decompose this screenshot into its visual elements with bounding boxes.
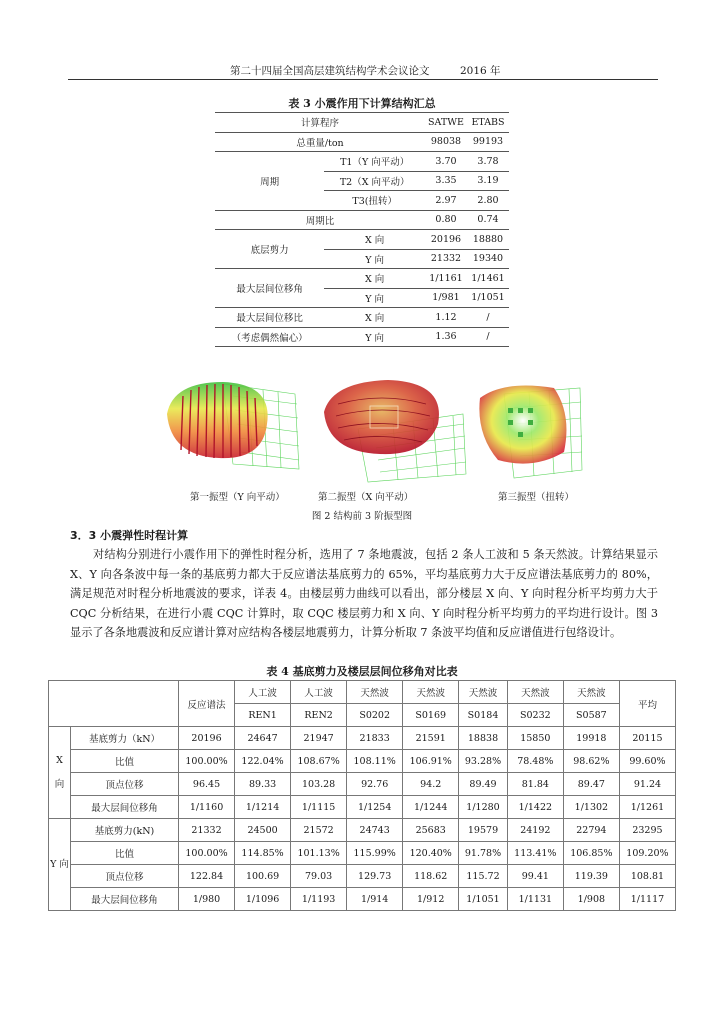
table-cell: 92.76	[347, 773, 403, 796]
table-cell: 20115	[619, 727, 675, 750]
table-cell: 22794	[563, 819, 619, 842]
table-cell: 96.45	[179, 773, 235, 796]
table-cell: 114.85%	[235, 842, 291, 865]
table3	[215, 112, 509, 347]
table-cell: 21591	[403, 727, 459, 750]
table-cell: 19579	[459, 819, 508, 842]
figure-caption-mode1: 第一振型（Y 向平动）	[190, 492, 285, 503]
table-cell: 98.62%	[563, 750, 619, 773]
table-cell: 106.91%	[403, 750, 459, 773]
table-cell: 24647	[235, 727, 291, 750]
table-cell: 122.04%	[235, 750, 291, 773]
table-cell: 25683	[403, 819, 459, 842]
table-cell: 1/1244	[403, 796, 459, 819]
table-row: 总重量/ton 98038 99193	[215, 132, 509, 152]
table-row	[49, 796, 676, 819]
table-cell: 100.69	[235, 865, 291, 888]
table-cell: 81.84	[507, 773, 563, 796]
axis-label: Y 向	[49, 819, 71, 911]
table4-y-section	[49, 819, 676, 911]
table-cell: 79.03	[291, 865, 347, 888]
table-row: 底层剪力 X 向 20196 18880	[215, 230, 509, 250]
table-cell: 1/980	[179, 888, 235, 911]
table-cell: 89.47	[563, 773, 619, 796]
table-header-row: 反应谱法 人工波 人工波 天然波 天然波 天然波 天然波 天然波 平均	[49, 681, 676, 704]
table-cell: 1/1280	[459, 796, 508, 819]
table-cell: 100.00%	[179, 750, 235, 773]
table-row	[49, 865, 676, 888]
table-cell: 18838	[459, 727, 508, 750]
table-row	[215, 113, 509, 133]
table-cell: 99.60%	[619, 750, 675, 773]
header-average: 平均	[619, 681, 675, 727]
table-row: 最大层间位移比 X 向 1.12 /	[215, 308, 509, 328]
table-cell: 1/914	[347, 888, 403, 911]
section-heading: 3．3 小震弹性时程计算	[70, 529, 189, 542]
table-cell: 1/1051	[459, 888, 508, 911]
table4-title: 表 4 基底剪力及楼层层间位移角对比表	[266, 665, 458, 678]
row-label: 顶点位移	[71, 773, 179, 796]
table-cell: 1/908	[563, 888, 619, 911]
page-header	[68, 62, 658, 80]
table-cell: 24743	[347, 819, 403, 842]
table-row	[49, 842, 676, 865]
table-cell: 1/1214	[235, 796, 291, 819]
table-row	[49, 773, 676, 796]
mode-shape-2-image	[318, 374, 468, 484]
table-row: T3(扭转） 2.97 2.80	[215, 191, 509, 211]
table-cell: 19918	[563, 727, 619, 750]
table-cell: 91.24	[619, 773, 675, 796]
table-cell: 91.78%	[459, 842, 508, 865]
table-cell: 120.40%	[403, 842, 459, 865]
table-row: 周期比 0.80 0.74	[215, 210, 509, 230]
table-cell: 103.28	[291, 773, 347, 796]
table-cell: 106.85%	[563, 842, 619, 865]
table-cell: 89.33	[235, 773, 291, 796]
table-row: （考虑偶然偏心） Y 向 1.36 /	[215, 327, 509, 347]
table-cell: 89.49	[459, 773, 508, 796]
table-cell: 23295	[619, 819, 675, 842]
row-label: 基底剪力（kN）	[71, 727, 179, 750]
table-cell: 24192	[507, 819, 563, 842]
table-row	[49, 750, 676, 773]
table-row: T2（X 向平动） 3.35 3.19	[215, 171, 509, 191]
table-cell: 1/1422	[507, 796, 563, 819]
table-header-row: REN1 REN2 S0202 S0169 S0184 S0232 S0587	[49, 704, 676, 727]
col-etabs: ETABS	[467, 113, 509, 133]
table-cell: 115.72	[459, 865, 508, 888]
table-cell: 108.81	[619, 865, 675, 888]
figure-caption-mode3: 第三振型（扭转）	[498, 492, 575, 503]
table-row	[49, 727, 676, 750]
mode-shape-1-image	[163, 374, 303, 484]
table-cell: 78.48%	[507, 750, 563, 773]
conference-name: 第二十四届全国高层建筑结构学术会议论文	[230, 65, 430, 77]
table-row: Y 向 21332 19340	[215, 249, 509, 269]
section-paragraph: 对结构分别进行小震作用下的弹性时程分析，选用了 7 条地震波，包括 2 条人工波和 5 条天然波。计算结果显示 X、Y 向各条波中每一条的基底剪力都大于反应谱法基底剪力的 65%，平均基底剪力大于反应谱法基底剪力的 80%，满足规范对时程分析地震波的要求，详表 4。由楼层剪力曲线可以看出，部分楼层 X 向、Y 向时程分析平均剪力大于 CQC 分析结果，在进行小震 CQC 计算时，取 CQC 楼层剪力和 X 向、Y 向时程分析平均剪力的平均进行设计。图 3 显示了各条地震波和反应谱计算对应结构各楼层地震剪力，计算分析取 7 条波平均值和反应谱值进行包络设计。	[70, 548, 658, 639]
table-cell: 15850	[507, 727, 563, 750]
row-label: 比值	[71, 842, 179, 865]
row-label: 最大层间位移角	[71, 888, 179, 911]
table-cell: 21572	[291, 819, 347, 842]
row-label: 顶点位移	[71, 865, 179, 888]
table-cell: 1/1117	[619, 888, 675, 911]
table-cell: 20196	[179, 727, 235, 750]
table-cell: 21947	[291, 727, 347, 750]
col-program: 计算程序	[215, 113, 425, 133]
row-label: 最大层间位移角	[71, 796, 179, 819]
header-response-spectrum: 反应谱法	[179, 681, 235, 727]
table-cell: 108.11%	[347, 750, 403, 773]
table-cell: 94.2	[403, 773, 459, 796]
table-cell: 108.67%	[291, 750, 347, 773]
table4-corner	[49, 681, 179, 727]
table-cell: 1/1302	[563, 796, 619, 819]
table-cell: 1/1131	[507, 888, 563, 911]
table-cell: 109.20%	[619, 842, 675, 865]
figure-caption-mode2: 第二振型（X 向平动）	[318, 492, 414, 503]
table-row: 周期 T1（Y 向平动） 3.70 3.78	[215, 152, 509, 172]
table-cell: 1/1096	[235, 888, 291, 911]
table-row	[49, 819, 676, 842]
table-row: 最大层间位移角 X 向 1/1161 1/1461	[215, 269, 509, 289]
table-cell: 129.73	[347, 865, 403, 888]
table4	[48, 680, 676, 911]
table-cell: 100.00%	[179, 842, 235, 865]
table-cell: 21332	[179, 819, 235, 842]
table-cell: 1/1254	[347, 796, 403, 819]
table4-x-section	[49, 727, 676, 819]
col-satwe: SATWE	[425, 113, 467, 133]
table-cell: 115.99%	[347, 842, 403, 865]
table-cell: 118.62	[403, 865, 459, 888]
table-cell: 122.84	[179, 865, 235, 888]
table-cell: 24500	[235, 819, 291, 842]
row-label: 比值	[71, 750, 179, 773]
mode-shape-3-image	[474, 374, 584, 484]
table-cell: 113.41%	[507, 842, 563, 865]
axis-label: X 向	[49, 727, 71, 819]
table-cell: 21833	[347, 727, 403, 750]
table-cell: 93.28%	[459, 750, 508, 773]
table-row	[49, 888, 676, 911]
table-cell: 119.39	[563, 865, 619, 888]
row-label: 基底剪力(kN)	[71, 819, 179, 842]
figure2-title: 图 2 结构前 3 阶振型图	[311, 511, 413, 522]
conference-year: 2016 年	[460, 65, 501, 77]
table-cell: 1/1115	[291, 796, 347, 819]
table-cell: 99.41	[507, 865, 563, 888]
table-cell: 1/1261	[619, 796, 675, 819]
table-row: Y 向 1/981 1/1051	[215, 288, 509, 308]
table-cell: 1/1160	[179, 796, 235, 819]
table3-title: 表 3 小震作用下计算结构汇总	[288, 97, 436, 110]
table-cell: 101.13%	[291, 842, 347, 865]
table-cell: 1/912	[403, 888, 459, 911]
table-cell: 1/1193	[291, 888, 347, 911]
